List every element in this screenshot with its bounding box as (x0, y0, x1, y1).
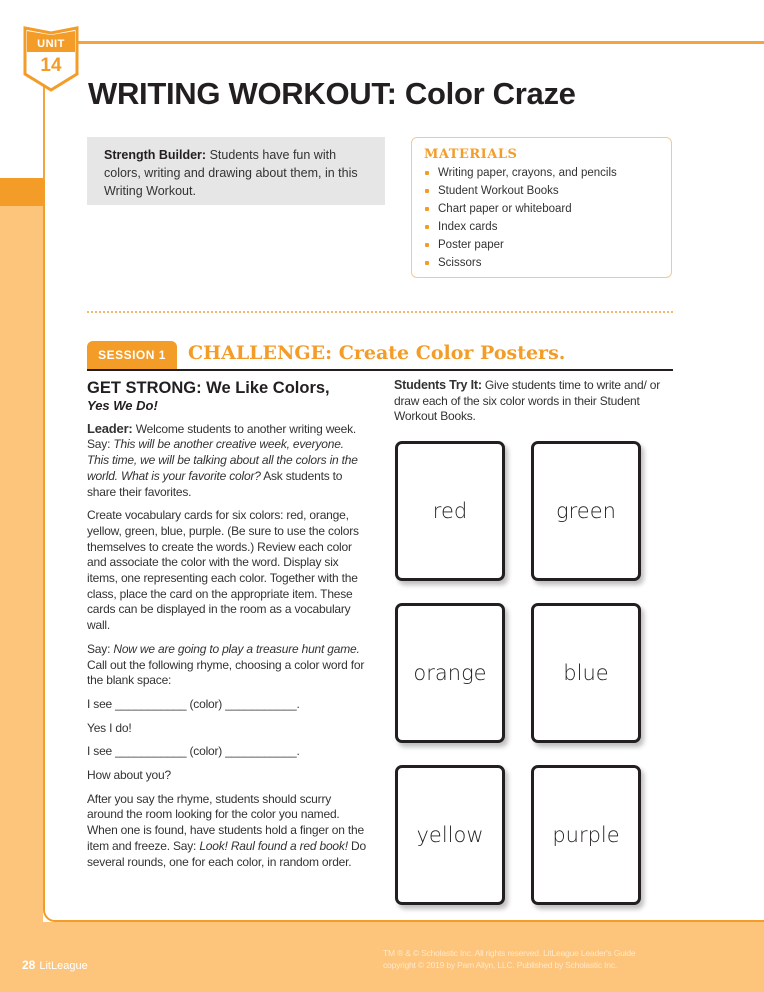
treasure-hunt-quote: Now we are going to play a treasure hunt game. (113, 641, 360, 656)
footer-copyright (383, 947, 635, 971)
color-card-yellow: yellow (395, 765, 505, 905)
scurry-quote: Look! Raul found a red book! (199, 838, 348, 853)
materials-item: Scissors (424, 254, 659, 272)
strength-builder-label: Strength Builder: (104, 148, 207, 162)
get-strong-column (87, 378, 367, 878)
session-heading: CHALLENGE: Create Color Posters. (188, 342, 566, 364)
left-rule (43, 85, 45, 180)
leader-quote: This will be another creative week, everyone. This time, we will be talking about all the colors in the world. What is your favorite color? (87, 437, 358, 483)
students-try-text: Give students time to write and/ or draw each of the six color words in their Student Workout Books. (394, 378, 660, 424)
materials-item: Poster paper (424, 236, 659, 254)
left-margin-band (0, 178, 43, 928)
scurry-paragraph (87, 792, 367, 871)
scurry-tail: Do several rounds, one for each color, in random order. (87, 838, 366, 869)
materials-box (411, 137, 672, 278)
materials-item: Chart paper or whiteboard (424, 200, 659, 218)
strength-builder-text: Students have fun with colors, writing and drawing about them, in this Writing Workout. (104, 148, 358, 198)
footer-brand: LitLeague (39, 960, 88, 972)
say-label: Say: (87, 641, 114, 656)
color-card-orange: orange (395, 603, 505, 743)
rhyme-line: How about you? (87, 768, 171, 783)
session-tab: SESSION 1 (87, 341, 177, 369)
color-card-purple: purple (531, 765, 641, 905)
leader-text: Welcome students to another writing week. Say: (87, 421, 357, 452)
materials-item: Index cards (424, 218, 659, 236)
get-strong-subtitle: Yes We Do! (87, 398, 158, 413)
top-rule (75, 41, 764, 44)
unit-label: UNIT (37, 38, 65, 50)
color-card-blue: blue (531, 603, 641, 743)
page-number: 28 (22, 958, 36, 972)
copyright-line: TM ® & © Scholastic Inc. All rights reserved. LitLeague Leader's Guide (383, 948, 636, 958)
rhyme-line: I see ___________ (color) ___________. (87, 696, 300, 711)
left-margin-band-accent (0, 178, 43, 206)
materials-item: Student Workout Books (424, 182, 659, 200)
dotted-divider (87, 311, 673, 313)
leader-paragraph (87, 421, 367, 501)
materials-title: MATERIALS (424, 147, 518, 162)
unit-badge (23, 24, 79, 92)
unit-number: 14 (40, 55, 62, 76)
page-title: WRITING WORKOUT: Color Craze (88, 76, 576, 111)
color-card-green: green (531, 441, 641, 581)
session-rule (87, 369, 673, 371)
vocabulary-paragraph: Create vocabulary cards for six colors: red, orange, yellow, green, blue, purple. (Be sure to use the colors themselves to create the words.) Review each color and associate the color with the word. Display six items, one representing each color. Together with the class, place the card on the appropriate item. These cards can be displayed in the room as a vocabulary wall. (87, 508, 359, 633)
copyright-line: copyright © 2019 by Pam Allyn, LLC. Published by Scholastic Inc. (383, 960, 617, 970)
students-try-it (394, 378, 664, 425)
leader-label: Leader: (87, 420, 133, 436)
leader-tail: Ask students to share their favorites. (87, 468, 343, 499)
students-try-label: Students Try It: (394, 378, 482, 392)
treasure-hunt-paragraph (87, 642, 367, 689)
scurry-text: After you say the rhyme, students should scurry around the room looking for the color you named. When one is found, have students hold a finger on the item and freeze. Say: (87, 791, 364, 853)
rhyme-line: Yes I do! (87, 720, 132, 735)
color-card-red: red (395, 441, 505, 581)
rhyme-line: I see ___________ (color) ___________. (87, 744, 300, 759)
strength-builder-box (87, 137, 385, 205)
materials-list (424, 164, 659, 272)
treasure-hunt-tail: Call out the following rhyme, choosing a color word for the blank space: (87, 657, 365, 688)
footer-page-info (22, 958, 88, 972)
materials-item: Writing paper, crayons, and pencils (424, 164, 659, 182)
get-strong-title: GET STRONG: We Like Colors, (87, 379, 330, 397)
